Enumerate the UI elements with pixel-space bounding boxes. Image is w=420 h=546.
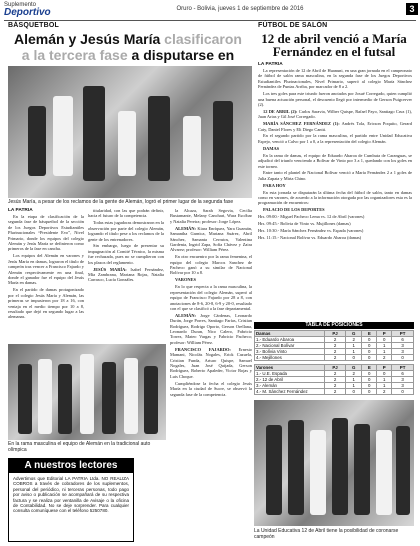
col3-tag1: ALEMÁN:	[175, 225, 196, 231]
schedule-item: Hrs. 10:30.- María Sánchez Fernández vs. Espada (varones)	[258, 228, 364, 234]
date-line: Oruro - Bolivia, jueves 1 de septiembre de 2016	[176, 6, 304, 12]
table-cell: 1	[377, 349, 392, 355]
right-p2: Los tres goles para este triunfo fueron anotados por Josué Corregado, quien cumplió una buena actuación personal, el descuento llegó por intermedio de Gerson Puigcerver (2).	[258, 91, 412, 107]
table-cell: 3.- Bolívia Vinto	[255, 349, 325, 355]
table-cell: 0	[362, 349, 377, 355]
right-sub3: PALACIO DE LOS DEPORTES	[263, 207, 325, 213]
table-cell: 3	[392, 349, 414, 355]
table-cell: 1.- Eduardo Abaroa	[255, 337, 325, 343]
table-cell: 1	[377, 343, 392, 349]
right-headline: 12 de abril venció a María Fernández en el futsal	[261, 31, 407, 59]
photo-boys-team	[8, 344, 166, 440]
right-article	[258, 68, 412, 320]
col3-tag4: FRANCISCO FAJARDO:	[175, 346, 231, 352]
headline-2b: a disputarse en	[131, 47, 235, 63]
col3-p4: En lo que respecta a la rama masculina, la representación del colegio Alemán, superó al equipo de Francisco Fajardo por 28 a 8, con anotaciones de 8-6, 20-8, 6-9 y 20-0, resultado con el que se clasificó a la fase departamental.	[170, 284, 252, 311]
headline-1a: Alemán y Jesús María	[13, 31, 165, 47]
right-p4: Andrés Tola, Ericson Poquito, Gerard Caty, Daniel Flores y Eli Diego Cantú.	[258, 121, 412, 132]
column-header: PT	[392, 331, 414, 337]
headline-line-1	[8, 32, 248, 46]
table-cell: 2.- Nacional Bolívar	[255, 343, 325, 349]
table-cell: 0	[362, 383, 377, 389]
table-cell: 3	[392, 383, 414, 389]
table-cell: 0	[377, 337, 392, 343]
table-cell: 1	[377, 377, 392, 383]
table-cell: 6	[392, 371, 414, 377]
col2-p1: titularidad, con las que podrán definir, hacia el futuro de la competencia.	[88, 208, 164, 219]
table-cell: 3.- Alemán	[255, 383, 325, 389]
table-cell: 1	[346, 349, 362, 355]
table-cell: 2	[377, 355, 392, 361]
header-rule	[4, 20, 416, 21]
ad-body: Advertimos que Editorial LA PATRIA Ltda. NO REALIZA COBROS a través de cobradores de los suplementos, personal del periódico, ni terceras personas, todo pago por aviso o publicación se acompañará de su respectiva factura y se realiza por ventanilla de Avisaje o la oficina de Contabilidad. No se deje sorprender. Para cualquier consulta comuníquese con el teléfono 5250780.	[13, 476, 129, 514]
col1-p3: En el partido de damas protagonizado por el colegio Jesús María y Alemán, las primeras se impusieron por 18 a 16, con ventaja en el medio tiempo por 10 a 8, resultado que dejó en segundo lugar a las alemanas.	[8, 287, 84, 320]
table-cell: 2	[325, 349, 346, 355]
table-cell: 1	[346, 343, 362, 349]
column-header: G	[346, 331, 362, 337]
table-cell: 6	[392, 337, 414, 343]
right-p8: En esta jornada se disputarán la última fecha del fútbol de salón, tanto en damas como en varones, de acuerdo a la información otorgada por las organizadores esta es la programación de encuentros:	[258, 189, 412, 206]
table-cell: 1	[346, 377, 362, 383]
article-column-3	[170, 208, 252, 540]
table-cell: 2	[325, 343, 346, 349]
schedule-item: Hrs. 09:45.- Bolivia de Vinto vs. Mujillones (damas)	[258, 221, 351, 227]
schedule-item: Hrs. 09:00.- Miguel Pacheco Lema vs. 12 de Abril (varones)	[258, 214, 365, 220]
col3-p3: En otro encuentro por la rama femenina, el equipo del colegio Marcos Sanchez de Pacheco ganó a su similar de Nacional Bolívar por 10 a 8.	[170, 254, 252, 276]
table-cell: 2	[346, 337, 362, 343]
table-cell: 0	[392, 355, 414, 361]
article-column-1	[8, 214, 84, 342]
right-sub1: DAMAS	[263, 145, 280, 151]
table-cell: 2	[325, 389, 346, 395]
masthead-logo	[4, 2, 64, 20]
col3-p5: Jorge Cárdenas, Leonardo Durán, Jorge Porres, Santiago Farías, Cristian Rodríguez, Rodrigo Oporto, Gerson Orellana, Leonardo Duran, Nico Calero, Fabricio Torrez, Mateo Vargas y Fabricio Pacheco; profesor: William Pérez.	[170, 312, 252, 345]
right-tag1: 12 DE ABRIL (2):	[263, 108, 298, 114]
right-sub2: PARA HOY	[263, 182, 286, 188]
col3-tag2: VARONES	[175, 277, 196, 283]
col3-p6: Ernesto Mamani, Nicolás Nogales, Erick Cazuela, Cristian Funda, Arturo Quispe, Samuel Nogales, Juan José Quijada, Gerson Rodríguez, Roberto Apaleder, Victor Rojas y Luis Choque.	[170, 346, 252, 379]
table-cell: 0	[362, 337, 377, 343]
table-cell: 0	[362, 343, 377, 349]
col1-p1: En la etapa de clasificación de la segunda fase de básquetbol de la sección de los Juegos Deportivos Estudiantiles Plurinacionales “Presidente Evo”, Nivel Primario, donde los equipos del colegio Alemán y Jesús María se definieron como primeros de la fase en cancha.	[8, 214, 84, 252]
table-cell: 2	[377, 389, 392, 395]
table-cell: 0	[392, 389, 414, 395]
photo3-caption: La Unidad Educativa 12 de Abril tiene la posibilidad de coronarse campeón	[254, 528, 399, 540]
table-cell: 0	[362, 377, 377, 383]
col3-p1: la Alcaza, Sarah Segovia, Cecilia Bustamante, Melany Canchari, Wara Escóbar y Natalia Pereira; profesor: Jorge López.	[170, 208, 252, 224]
table-cell: 2	[346, 371, 362, 377]
col2-tag: JESÚS MARÍA:	[93, 266, 127, 272]
table-cell: 3	[392, 377, 414, 383]
table-cell: 1	[346, 383, 362, 389]
col3-tag3: ALEMÁN:	[175, 312, 196, 318]
col2-p4: Isabel Fernández, Mía Zambrana, Mariana Rojas, Natalia Carrasco, Lucía Gonzáles.	[88, 266, 164, 283]
table-cell: 2.- 12 de Abril	[255, 377, 325, 383]
photo-12-de-abril-team	[254, 400, 414, 526]
standings-title: TABLA DE POSICIONES	[254, 322, 414, 329]
table-cell: 2	[325, 355, 346, 361]
table-row	[255, 389, 414, 395]
col1-p2: Los equipos del Alemán en varones y Jesús María en damas, lograron el título de campeón tras vencer a Francisco Fajardo y Alemán respectivamente en una final, donde el ganador fue el equipo del Jesús María en damas.	[8, 253, 84, 286]
schedule-item: Hrs. 11:15.- Nacional Bolívar vs. Eduardo Abaroa (damas)	[258, 234, 362, 240]
headline-1b: clasificaron	[164, 31, 242, 47]
headline-2a: a la tercera fase	[21, 47, 132, 63]
table-cell: 1.- U.E. Espada	[255, 371, 325, 377]
right-p7: Entre tanto el plantel de Nacional Bolívar venció a María Fernández 2 a 1 goles de Julia Zapata y Mirta Chino.	[258, 170, 412, 181]
right-p6: En la rama de damas, el equipo de Eduardo Abaroa de Cumbuta de Caranguas, se adjudicó del triunfo venciendo a Bolívar de Vinto por 3 a 1, quedando con los goles en este torneo.	[258, 152, 412, 169]
standings-table-women	[254, 330, 414, 361]
reader-notice-ad	[8, 458, 134, 542]
table-cell: 4.- Mejillones	[255, 355, 325, 361]
right-tag2: MARÍA SÁNCHEZ FERNÁNDEZ (1):	[263, 121, 340, 127]
table-cell: 0	[362, 389, 377, 395]
table-cell: 0	[362, 371, 377, 377]
column-header: PJ	[325, 365, 346, 371]
article-column-2	[88, 208, 164, 342]
column-header: Varones	[255, 365, 325, 371]
column-header: P	[377, 365, 392, 371]
table-cell: 0	[377, 371, 392, 377]
byline-tag: LA PATRIA	[8, 208, 33, 213]
column-header: E	[362, 365, 377, 371]
table-cell: 1	[377, 383, 392, 389]
table-cell: 3	[392, 343, 414, 349]
right-p3: Carlos Saravia, Wilber Quispe, Rafael Payo, Santiago Cruz (1), Juan Arias y Gil José Corregado.	[258, 108, 412, 120]
section-label-basketball: BÁSQUETBOL	[8, 22, 59, 29]
standings-table-men	[254, 364, 414, 395]
photo-girls-team	[8, 66, 252, 198]
table-row	[255, 355, 414, 361]
table-cell: 2	[325, 371, 346, 377]
column-header: E	[362, 331, 377, 337]
col2-p2: Todas estas jugadoras demostraron en la observación por parte del colegio Alemán, logrando el título pese a los reclamos de la gente de los entrenadores.	[88, 220, 164, 242]
col3-p7: Cumpliéndose la fecha el colegio Jesús María en la ciudad de Sucre, se observó la segunda fase de la competencia.	[170, 380, 252, 397]
photo2-caption: En la rama masculina el equipo de Alemán en la tradicional auto olímpica	[8, 441, 151, 453]
ad-title: A nuestros lectores	[9, 459, 133, 473]
table-cell: 4.- M. Sánchez Fernández	[255, 389, 325, 395]
column-header: PT	[392, 365, 414, 371]
masthead-title: Deportivo	[4, 7, 51, 18]
right-p5: En el segundo partido por la rama masculina, el partido entre Unidad Educativa Espejo, venció a Calvo por 1 a 0, a la representación del colegio Alemán.	[258, 133, 412, 144]
table-cell: 2	[325, 377, 346, 383]
column-header: PJ	[325, 331, 346, 337]
column-header: G	[346, 365, 362, 371]
table-cell: 0	[362, 355, 377, 361]
section-label-futsal: FÚTBOL DE SALÓN	[258, 22, 328, 29]
column-header: Damas	[255, 331, 325, 337]
col2-p3: Sin embargo, luego de presentar su impugnación al Comité Técnico, la misma fue rechazada, pues no se cumplieron con los plazos del reglamento.	[88, 243, 164, 265]
photo1-caption: Jesús María, a pesar de los reclamos de la gente de Alemán, logró el primer lugar de la segunda fase	[8, 199, 234, 205]
column-header: P	[377, 331, 392, 337]
page-number: 3	[406, 3, 418, 15]
col3-p2: Kiara Enríquez, Yara Guzmán, Samantha Garnica, Mariana Suárez, Abril Sánchez, Samanta Cerrutos, Valentina Gardenia, Ingrid Zapa, Sofía Chávez y Zaira Alvarez; profesor: William Pérez.	[170, 225, 252, 253]
right-byline-tag: LA PATRIA	[258, 62, 283, 67]
right-p1: La representación de 12 de Abril de Huanuni, en una gran jornada en el campeonato de fútbol de salón rama masculina, en la segunda fase de los Juegos Deportivos Estudiantiles Plurinacionales, Nivel Primario, superó al colegio María Sánchez Fernández de Puntas Arriba, por marcador de 8 a 2.	[258, 68, 412, 90]
table-cell: 2	[325, 337, 346, 343]
table-cell: 0	[346, 389, 362, 395]
masthead-small: Suplemento	[4, 2, 37, 8]
table-cell: 0	[346, 355, 362, 361]
table-cell: 2	[325, 383, 346, 389]
